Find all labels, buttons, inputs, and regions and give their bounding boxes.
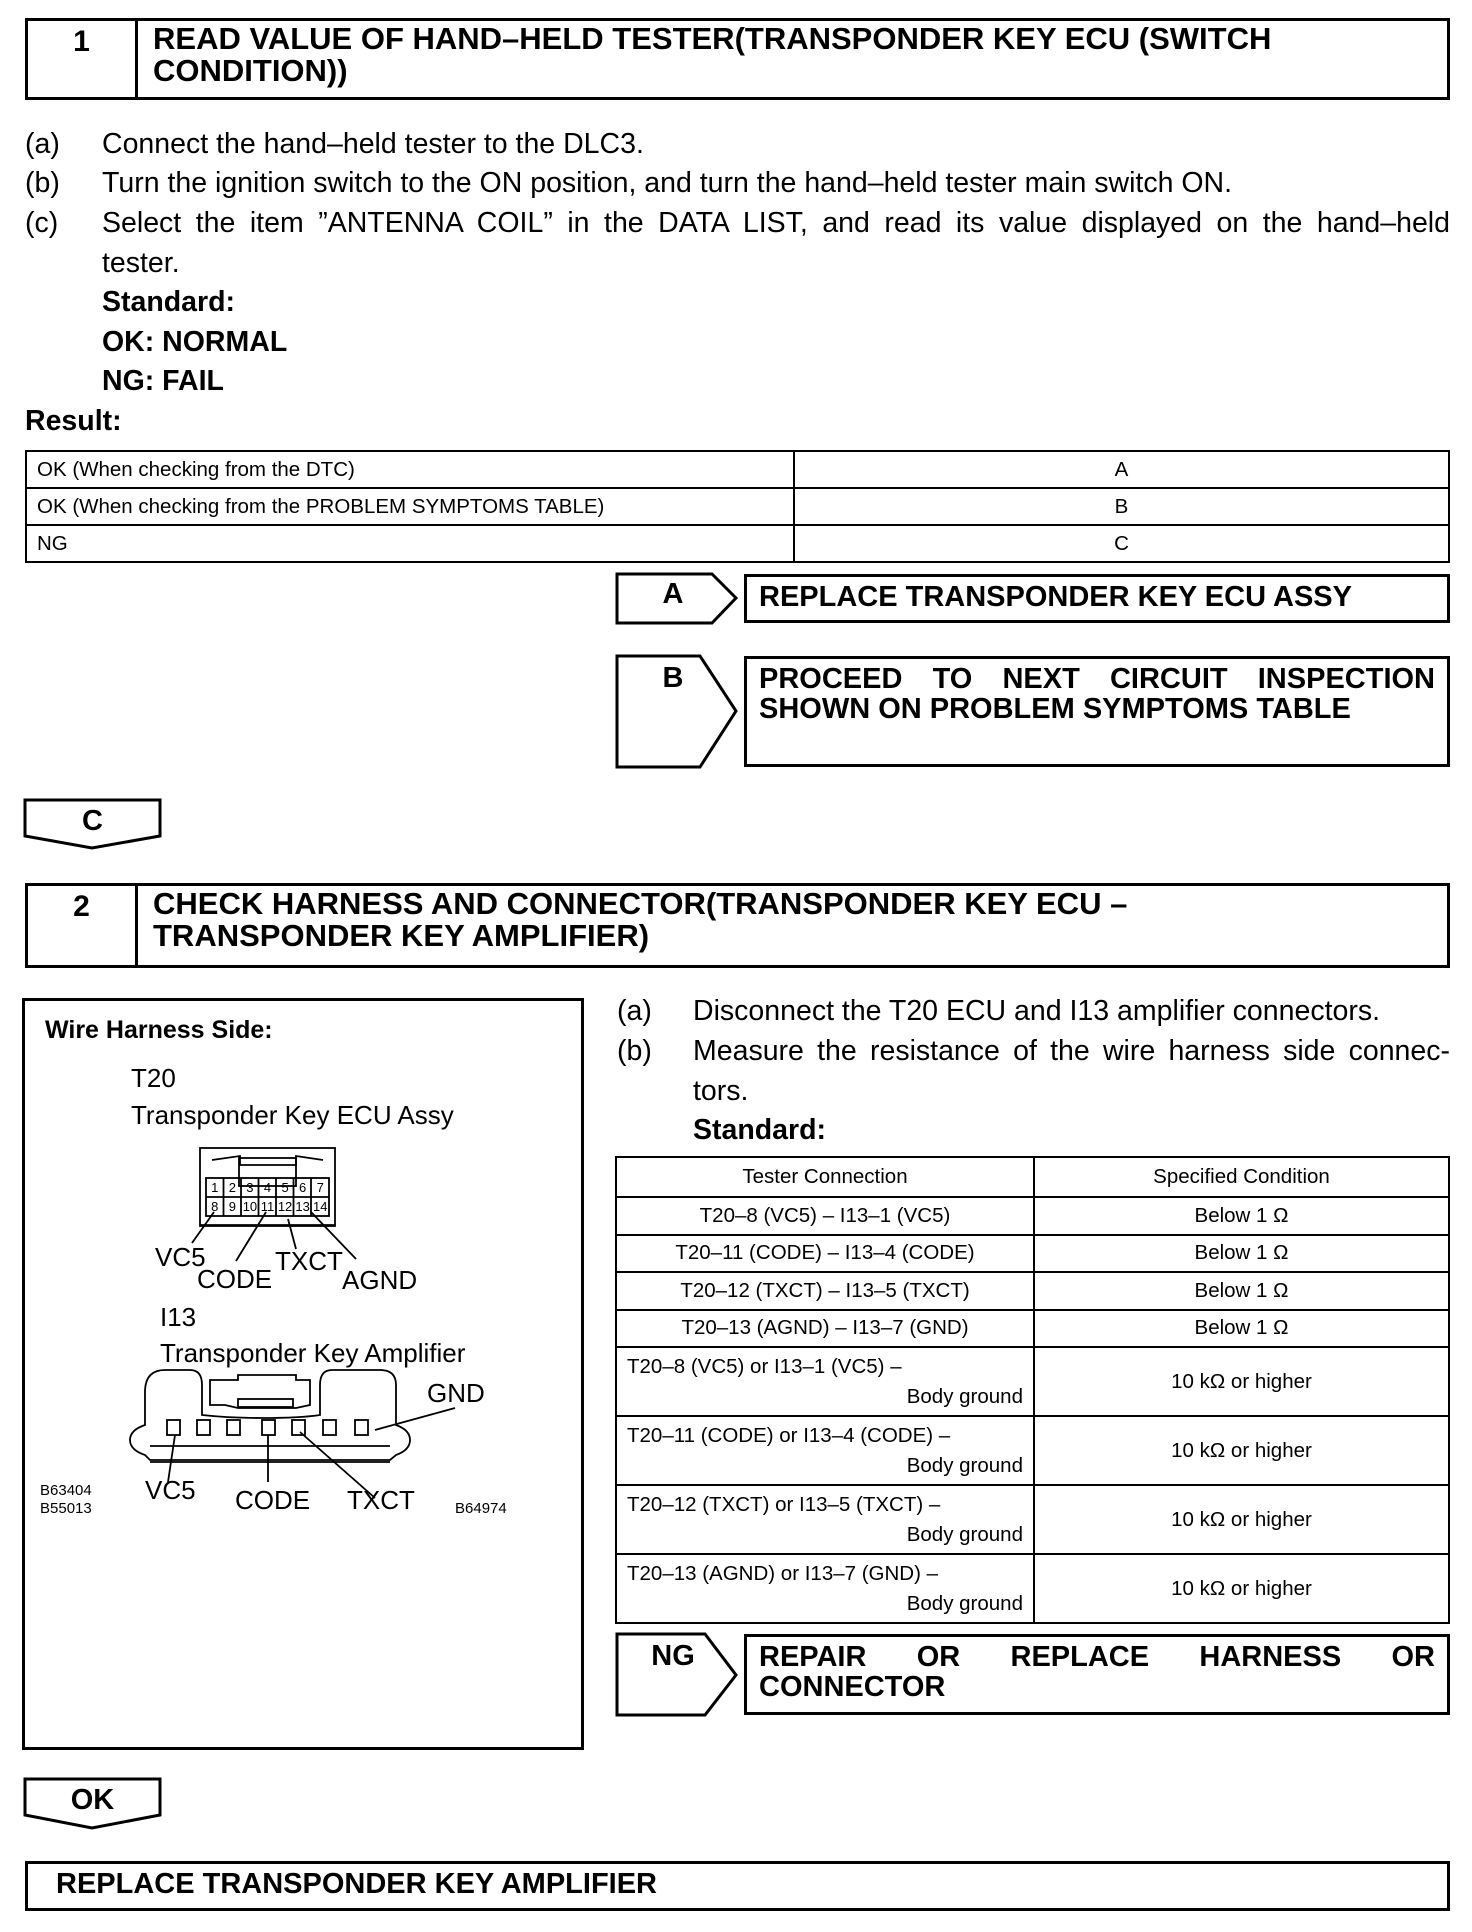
standard-ng: NG: FAIL — [102, 365, 224, 397]
branch-a-tag: A — [662, 578, 684, 610]
connection-line1: T20–11 (CODE) or I13–4 (CODE) – — [627, 1423, 951, 1447]
tester-connection — [616, 1416, 1034, 1485]
table-row — [26, 451, 1449, 488]
branch-c-tag: C — [82, 805, 103, 837]
step-number: 1 — [28, 21, 138, 97]
step-title: CHECK HARNESS AND CONNECTOR(TRANSPONDER KEY ECU – TRANSPONDER KEY AMPLIFIER) — [153, 886, 1128, 953]
result-condition: OK (When checking from the PROBLEM SYMPTOMS TABLE) — [26, 488, 794, 525]
pin-label: 11 — [260, 1199, 275, 1214]
connection-line1: T20–8 (VC5) or I13–1 (VC5) – — [627, 1354, 902, 1378]
pin-label: 12 — [277, 1199, 293, 1214]
specified-condition: Below 1 Ω — [1034, 1272, 1449, 1310]
tester-connection: T20–12 (TXCT) – I13–5 (TXCT) — [616, 1272, 1034, 1310]
pin-label: 4 — [263, 1180, 272, 1195]
branch-b-tag: B — [662, 662, 684, 694]
branch-ng-action — [744, 1634, 1450, 1715]
instruction-b: Turn the ignition switch to the ON position, and turn the hand–held tester main switch ON. — [102, 167, 1233, 199]
specified-condition: 10 kΩ or higher — [1034, 1554, 1449, 1623]
standard-ok: OK: NORMAL — [102, 326, 288, 358]
pin-label: 7 — [316, 1180, 324, 1195]
connection-line1: T20–13 (AGND) or I13–7 (GND) – — [627, 1561, 939, 1585]
specified-condition: Below 1 Ω — [1034, 1197, 1449, 1235]
i13-label-gnd: GND — [427, 1378, 485, 1408]
connector-t20-pins — [206, 1178, 329, 1216]
step2-label-b: (b) — [617, 1035, 652, 1067]
figure-code: B55013 — [40, 1500, 92, 1517]
t20-label-vc5: VC5 — [155, 1242, 206, 1272]
connection-line2: Body ground — [906, 1522, 1023, 1546]
connection-line2: Body ground — [906, 1453, 1023, 1477]
branch-b-action — [744, 656, 1450, 767]
step-2-header — [25, 883, 1450, 968]
connection-line2: Body ground — [906, 1591, 1023, 1615]
column-header: Tester Connection — [616, 1157, 1034, 1197]
branch-a-action: REPLACE TRANSPONDER KEY ECU ASSY — [744, 574, 1450, 623]
diagram-heading: Wire Harness Side: — [45, 1016, 273, 1044]
specified-condition: 10 kΩ or higher — [1034, 1485, 1449, 1554]
connector-i13-name: Transponder Key Amplifier — [160, 1338, 466, 1368]
branch-b-action-line2: SHOWN ON PROBLEM SYMPTOMS TABLE — [759, 693, 1351, 725]
specified-condition: Below 1 Ω — [1034, 1235, 1449, 1273]
t20-label-agnd: AGND — [342, 1265, 418, 1295]
step-1-header — [25, 18, 1450, 100]
result-code: A — [794, 451, 1449, 488]
result-table — [25, 450, 1450, 563]
resistance-table — [615, 1156, 1450, 1624]
tester-connection: T20–11 (CODE) – I13–4 (CODE) — [616, 1235, 1034, 1273]
result-code: C — [794, 525, 1449, 562]
pin-label: 1 — [211, 1180, 219, 1195]
connector-t20-id: T20 — [131, 1063, 176, 1093]
step2-instruction-b — [693, 1034, 1450, 1068]
pin-label: 5 — [281, 1180, 289, 1195]
branch-ok-tag: OK — [70, 1784, 115, 1816]
step-title: READ VALUE OF HAND–HELD TESTER(TRANSPONDER KEY ECU (SWITCH CONDITION)) — [153, 21, 1272, 88]
pin-label: 3 — [246, 1180, 254, 1195]
step-label-a: (a) — [25, 128, 60, 160]
step2-instruction-b-line2: tors. — [693, 1075, 749, 1107]
branch-b-action-line1: PROCEED TO NEXT CIRCUIT INSPECTION — [759, 663, 1435, 695]
connector-t20-name: Transponder Key ECU Assy — [131, 1100, 454, 1130]
pin-label: 10 — [242, 1199, 258, 1214]
instruction-c-line2: tester. — [102, 247, 180, 279]
specified-condition: 10 kΩ or higher — [1034, 1347, 1449, 1416]
pin-label: 9 — [228, 1199, 236, 1214]
tester-connection — [616, 1554, 1034, 1623]
step2-label-a: (a) — [617, 995, 652, 1027]
specified-condition: Below 1 Ω — [1034, 1310, 1449, 1348]
final-step-box: REPLACE TRANSPONDER KEY AMPLIFIER — [25, 1861, 1450, 1911]
figure-code: B63404 — [40, 1482, 92, 1499]
i13-label-vc5: VC5 — [145, 1475, 196, 1505]
result-condition: OK (When checking from the DTC) — [26, 451, 794, 488]
step-label-b: (b) — [25, 167, 60, 199]
connection-line2: Body ground — [906, 1384, 1023, 1408]
tester-connection — [616, 1347, 1034, 1416]
result-code: B — [794, 488, 1449, 525]
specified-condition: 10 kΩ or higher — [1034, 1416, 1449, 1485]
table-row — [26, 525, 1449, 562]
pin-label: 6 — [299, 1180, 307, 1195]
t20-label-code: CODE — [197, 1264, 273, 1294]
table-row — [616, 1485, 1449, 1554]
instruction-c — [102, 206, 1450, 240]
result-label: Result: — [25, 405, 122, 437]
step2-instruction-a: Disconnect the T20 ECU and I13 amplifier connectors. — [693, 995, 1380, 1027]
connection-line1: T20–12 (TXCT) or I13–5 (TXCT) – — [627, 1492, 941, 1516]
table-row — [616, 1310, 1449, 1348]
table-row — [616, 1347, 1449, 1416]
i13-label-code: CODE — [235, 1485, 311, 1515]
branch-ng-action-line2: CONNECTOR — [759, 1671, 946, 1703]
i13-label-txct: TXCT — [347, 1485, 415, 1515]
step-label-c: (c) — [25, 207, 59, 239]
tester-connection: T20–8 (VC5) – I13–1 (VC5) — [616, 1197, 1034, 1235]
t20-label-txct: TXCT — [275, 1246, 343, 1276]
instruction-a: Connect the hand–held tester to the DLC3. — [102, 128, 644, 160]
table-row — [616, 1235, 1449, 1273]
table-row — [616, 1272, 1449, 1310]
pin-label: 13 — [295, 1199, 310, 1214]
table-row — [26, 488, 1449, 525]
standard-label: Standard: — [693, 1114, 827, 1146]
connector-i13-id: I13 — [160, 1302, 197, 1332]
pin-label: 8 — [211, 1199, 219, 1214]
column-header: Specified Condition — [1034, 1157, 1449, 1197]
table-row — [616, 1554, 1449, 1623]
pin-label: 2 — [228, 1180, 236, 1195]
table-row — [616, 1416, 1449, 1485]
result-condition: NG — [26, 525, 794, 562]
figure-code: B64974 — [455, 1500, 507, 1517]
step-number: 2 — [28, 886, 138, 965]
table-header-row — [616, 1157, 1449, 1197]
branch-ng-tag: NG — [651, 1640, 695, 1672]
tester-connection — [616, 1485, 1034, 1554]
instruction-c-line1: Select the item ”ANTENNA COIL” in the DATA LIST, and read its value displayed on the hand–held — [102, 207, 1450, 239]
tester-connection: T20–13 (AGND) – I13–7 (GND) — [616, 1310, 1034, 1348]
branch-ng-action-line1: REPAIR OR REPLACE HARNESS OR — [759, 1641, 1435, 1673]
standard-label: Standard: — [102, 286, 236, 318]
table-row — [616, 1197, 1449, 1235]
step2-instruction-b-line1: Measure the resistance of the wire harness side connec- — [693, 1035, 1450, 1067]
pin-label: 14 — [312, 1199, 328, 1214]
